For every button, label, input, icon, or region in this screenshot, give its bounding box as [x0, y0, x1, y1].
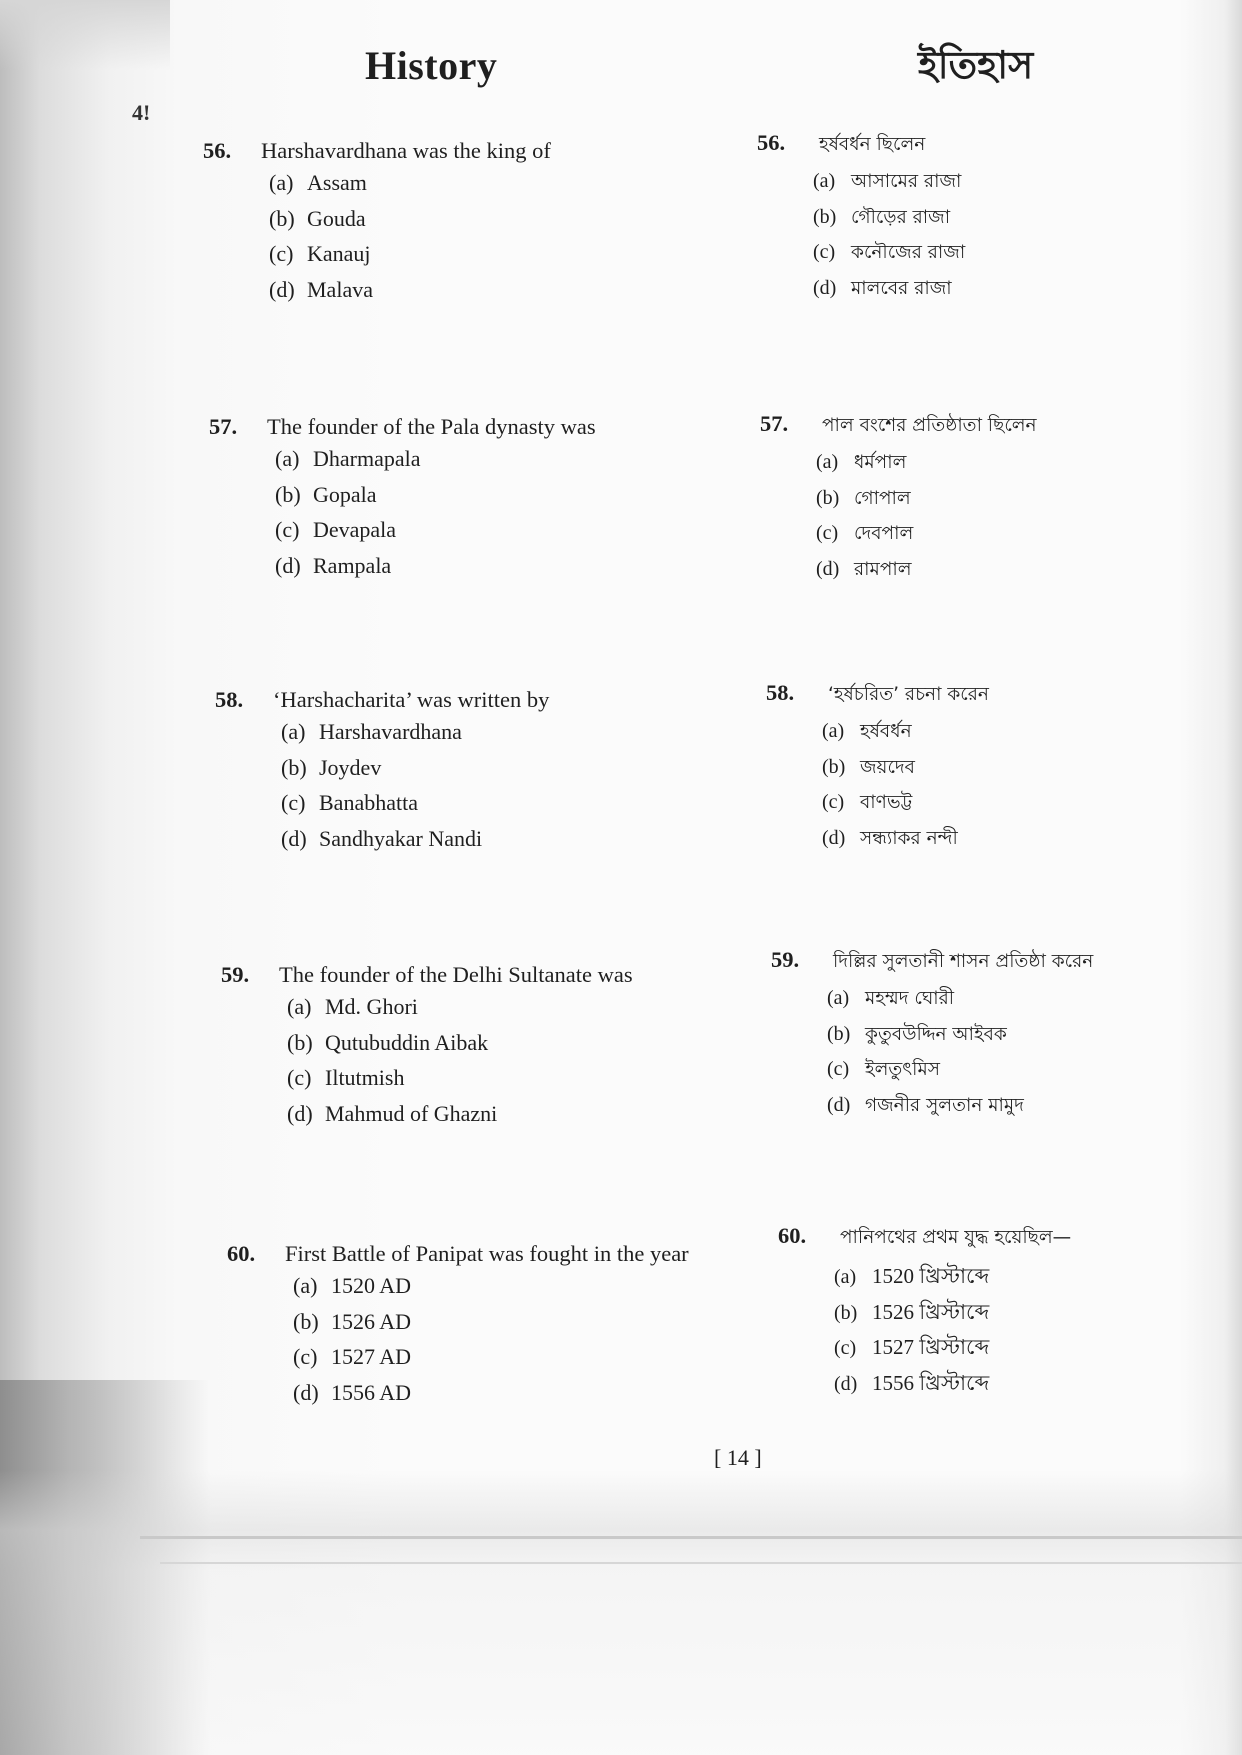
- option-text: মালবের রাজা: [851, 277, 952, 299]
- option-key: (d): [834, 1372, 858, 1395]
- option-d: [813, 274, 965, 310]
- option-text: Gouda: [307, 205, 366, 231]
- option-list: [822, 717, 989, 859]
- option-text: Gopala: [313, 481, 377, 507]
- option-list: [287, 994, 633, 1136]
- option-list: [816, 448, 1037, 590]
- option-key: (c): [293, 1344, 318, 1369]
- option-c: [834, 1331, 1071, 1367]
- option-key: (d): [281, 825, 307, 851]
- option-text: হর্ষবর্ধন: [860, 721, 912, 742]
- page-title-english: History: [365, 43, 498, 88]
- option-list: [827, 984, 1093, 1126]
- option-c: [293, 1344, 689, 1380]
- option-key: (a): [287, 994, 312, 1019]
- question-number: 57.: [209, 414, 238, 439]
- option-a: [293, 1273, 689, 1309]
- option-c: [813, 238, 965, 274]
- question-bn-58: [766, 680, 989, 859]
- option-b: [293, 1309, 689, 1345]
- question-text: First Battle of Panipat was fought in the year: [285, 1241, 689, 1266]
- page-fold-shadow: [0, 1470, 1242, 1755]
- option-key: (d): [813, 276, 837, 299]
- option-key: (d): [822, 826, 846, 849]
- option-d: [293, 1380, 689, 1416]
- scan-shadow-top-left: [0, 0, 170, 70]
- option-b: [816, 484, 1037, 520]
- option-key: (b): [281, 754, 307, 780]
- option-c: [287, 1065, 633, 1101]
- option-text: রামপাল: [854, 558, 912, 580]
- option-text: কুতুবউদ্দিন আইবক: [865, 1023, 1007, 1045]
- option-key: (b): [275, 481, 301, 507]
- option-text: 1527 খ্রিস্টাব্দে: [872, 1335, 990, 1359]
- option-a: [822, 717, 989, 753]
- option-a: [834, 1260, 1071, 1296]
- question-number: 60.: [227, 1241, 256, 1266]
- option-key: (a): [822, 720, 845, 742]
- question-en-57: [209, 414, 596, 588]
- option-key: (b): [287, 1029, 313, 1055]
- option-c: [816, 519, 1037, 555]
- option-list: [281, 719, 549, 861]
- option-text: দেবপাল: [854, 523, 914, 544]
- option-text: Dharmapala: [313, 446, 421, 471]
- option-a: [827, 984, 1093, 1020]
- option-c: [827, 1055, 1093, 1091]
- option-text: Banabhatta: [319, 790, 418, 815]
- option-key: (c): [813, 241, 836, 263]
- question-bn-56: [757, 130, 965, 309]
- question-text: ‘হর্ষচরিত’ রচনা করেন: [828, 684, 989, 705]
- option-text: কনৌজের রাজা: [851, 242, 966, 263]
- option-key: (d): [816, 557, 840, 580]
- question-text: The founder of the Pala dynasty was: [267, 414, 596, 439]
- option-key: (a): [269, 170, 294, 195]
- option-text: Harshavardhana: [319, 719, 462, 744]
- question-en-58: [215, 687, 549, 861]
- option-key: (a): [293, 1273, 318, 1298]
- question-number: 56.: [757, 130, 786, 155]
- option-key: (b): [827, 1022, 851, 1045]
- option-text: Joydev: [319, 754, 382, 780]
- question-en-60: [227, 1241, 689, 1415]
- option-b: [287, 1030, 633, 1066]
- question-number: 58.: [215, 687, 244, 712]
- option-a: [269, 170, 551, 206]
- question-number: 59.: [221, 962, 250, 987]
- option-text: 1556 AD: [331, 1379, 412, 1405]
- option-a: [813, 167, 965, 203]
- question-text: Harshavardhana was the king of: [261, 138, 551, 163]
- question-bn-60: [778, 1223, 1071, 1402]
- option-key: (b): [822, 755, 846, 778]
- option-text: Mahmud of Ghazni: [325, 1100, 498, 1126]
- option-key: (b): [269, 205, 295, 231]
- question-text: দিল্লির সুলতানী শাসন প্রতিষ্ঠা করেন: [833, 951, 1094, 972]
- option-b: [822, 753, 989, 789]
- option-key: (b): [293, 1308, 319, 1334]
- option-key: (c): [822, 791, 845, 813]
- option-text: Assam: [307, 170, 367, 195]
- option-key: (d): [287, 1100, 313, 1126]
- option-key: (a): [281, 719, 306, 744]
- question-bn-59: [771, 947, 1093, 1126]
- option-d: [827, 1091, 1093, 1127]
- page-fold-line: [140, 1536, 1242, 1539]
- option-key: (b): [834, 1301, 858, 1324]
- option-key: (c): [281, 790, 306, 815]
- option-b: [275, 482, 596, 518]
- option-d: [816, 555, 1037, 591]
- option-key: (a): [813, 170, 836, 192]
- option-text: গৌড়ের রাজা: [851, 206, 951, 228]
- option-key: (c): [275, 517, 300, 542]
- margin-mark: 4!: [132, 100, 151, 125]
- question-text: হর্ষবর্ধন ছিলেন: [819, 134, 926, 155]
- question-number: 57.: [760, 411, 789, 436]
- question-number: 58.: [766, 680, 795, 705]
- option-key: (a): [827, 987, 850, 1009]
- option-key: (c): [287, 1065, 312, 1090]
- option-text: জয়দেব: [860, 756, 915, 778]
- option-key: (a): [834, 1266, 857, 1288]
- option-b: [827, 1020, 1093, 1056]
- question-number: 59.: [771, 947, 800, 972]
- option-c: [281, 790, 549, 826]
- option-text: Rampala: [313, 552, 392, 578]
- option-list: [293, 1273, 689, 1415]
- option-a: [281, 719, 549, 755]
- option-text: Qutubuddin Aibak: [325, 1029, 489, 1055]
- question-number: 60.: [778, 1223, 807, 1248]
- option-d: [275, 553, 596, 589]
- option-text: Malava: [307, 276, 373, 302]
- option-text: আসামের রাজা: [851, 171, 962, 192]
- question-text: পাল বংশের প্রতিষ্ঠাতা ছিলেন: [822, 415, 1037, 436]
- question-en-56: [203, 138, 551, 312]
- page-number: [ 14 ]: [714, 1445, 762, 1470]
- option-c: [269, 241, 551, 277]
- page-title-bengali: ইতিহাস: [918, 43, 1034, 87]
- option-text: সন্ধ্যাকর নন্দী: [860, 827, 958, 849]
- option-b: [813, 203, 965, 239]
- option-text: 1526 AD: [331, 1308, 412, 1334]
- option-key: (b): [813, 205, 837, 228]
- option-text: ইলতুৎমিস: [865, 1059, 940, 1080]
- question-text: পানিপথের প্রথম যুদ্ধ হয়েছিল—: [840, 1227, 1072, 1248]
- option-list: [275, 446, 596, 588]
- option-c: [822, 788, 989, 824]
- option-text: ধর্মপাল: [854, 452, 907, 473]
- option-text: 1520 খ্রিস্টাব্দে: [872, 1264, 990, 1288]
- option-list: [269, 170, 551, 312]
- option-c: [275, 517, 596, 553]
- option-a: [275, 446, 596, 482]
- option-text: মহম্মদ ঘোরী: [865, 988, 955, 1009]
- option-key: (d): [293, 1379, 319, 1405]
- option-text: গোপাল: [854, 487, 911, 509]
- option-key: (a): [275, 446, 300, 471]
- option-b: [281, 755, 549, 791]
- option-text: বাণভট্ট: [860, 792, 913, 813]
- question-text: The founder of the Delhi Sultanate was: [279, 962, 633, 987]
- option-list: [813, 167, 965, 309]
- option-text: Md. Ghori: [325, 994, 418, 1019]
- option-text: Devapala: [313, 517, 397, 542]
- option-d: [287, 1101, 633, 1137]
- option-b: [269, 206, 551, 242]
- question-en-59: [221, 962, 633, 1136]
- option-text: Iltutmish: [325, 1065, 405, 1090]
- option-key: (d): [269, 276, 295, 302]
- option-key: (a): [816, 451, 839, 473]
- option-text: গজনীর সুলতান মামুদ: [865, 1094, 1024, 1116]
- option-key: (d): [827, 1093, 851, 1116]
- option-text: 1526 খ্রিস্টাব্দে: [872, 1299, 990, 1324]
- option-d: [269, 277, 551, 313]
- option-b: [834, 1296, 1071, 1332]
- question-text: ‘Harshacharita’ was written by: [273, 687, 550, 712]
- option-d: [822, 824, 989, 860]
- option-key: (b): [816, 486, 840, 509]
- option-a: [287, 994, 633, 1030]
- option-a: [816, 448, 1037, 484]
- page-fold-line-secondary: [160, 1562, 1242, 1564]
- option-text: 1520 AD: [331, 1273, 412, 1298]
- option-key: (c): [816, 522, 839, 544]
- option-text: Kanauj: [307, 241, 371, 266]
- option-text: 1527 AD: [331, 1344, 412, 1369]
- option-key: (c): [827, 1058, 850, 1080]
- option-text: Sandhyakar Nandi: [319, 825, 483, 851]
- option-text: 1556 খ্রিস্টাব্দে: [872, 1370, 990, 1395]
- option-list: [834, 1260, 1071, 1402]
- option-d: [834, 1367, 1071, 1403]
- question-bn-57: [760, 411, 1037, 590]
- question-number: 56.: [203, 138, 232, 163]
- option-key: (c): [269, 241, 294, 266]
- option-key: (c): [834, 1337, 857, 1359]
- option-key: (d): [275, 552, 301, 578]
- option-d: [281, 826, 549, 862]
